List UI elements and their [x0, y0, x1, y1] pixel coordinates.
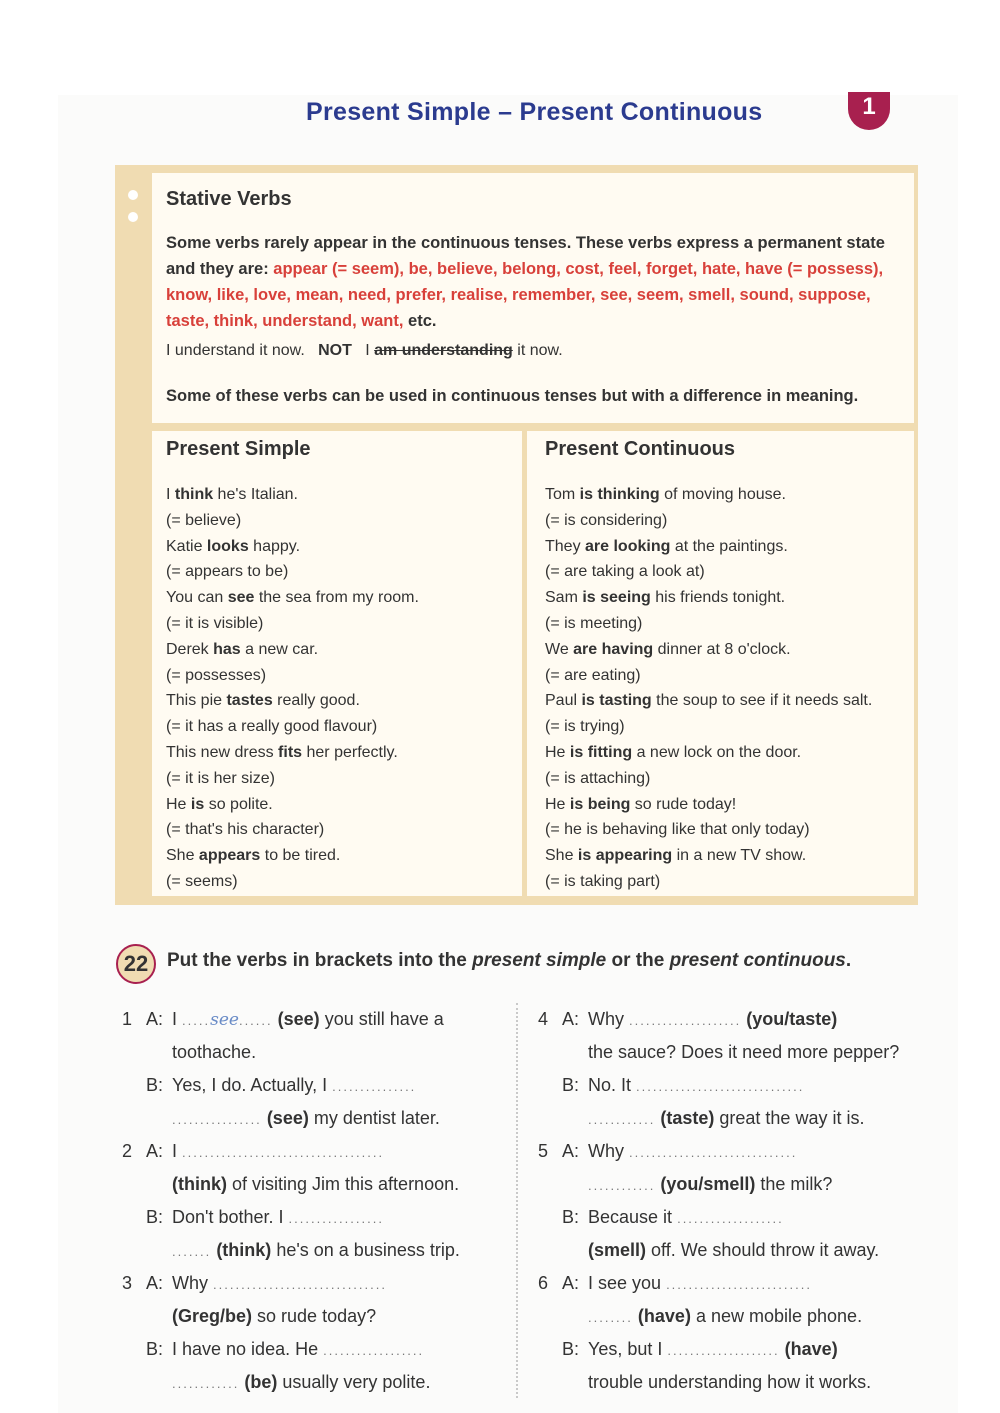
exercise-item-2-line: B: Don't bother. I .................: [146, 1207, 384, 1227]
exercise-number-badge: 22: [116, 944, 156, 984]
exercise-item-2-line: ....... (think) he's on a business trip.: [172, 1240, 460, 1260]
example-line: (= is trying): [545, 718, 625, 736]
exercise-item-6-line: 6 A: I see you ..........................: [538, 1273, 812, 1293]
exercise-item-1-line: 1 A: I .....see...... (see) you still have a: [122, 1009, 444, 1030]
stative-example: [166, 342, 563, 360]
difference-note: Some of these verbs can be used in continuous tenses but with a difference in meaning.: [166, 387, 859, 405]
example-line: Derek has a new car.: [166, 640, 319, 658]
example-correct: I understand it now.: [166, 342, 305, 359]
exercise-item-3-line: B: I have no idea. He ..................: [146, 1339, 425, 1359]
example-line: (= are taking a look at): [545, 563, 705, 581]
example-wrong-verb: am understanding: [374, 342, 513, 359]
exercise-instruction: Put the verbs in brackets into the present simple or the present continuous.: [167, 950, 852, 971]
example-line: They are looking at the paintings.: [545, 537, 788, 555]
present-simple-examples: [166, 482, 419, 895]
exercise-item-6-line: ........ (have) a new mobile phone.: [588, 1306, 863, 1326]
example-line: (= it has a really good flavour): [166, 718, 378, 736]
example-wrong-suffix: it now.: [517, 342, 563, 359]
example-line: (= is taking part): [545, 872, 661, 890]
exercise-item-5-line: (smell) off. We should throw it away.: [588, 1240, 880, 1260]
example-line: (= is considering): [545, 511, 668, 529]
answer-blank[interactable]: ...............: [332, 1079, 417, 1094]
example-line: (= is attaching): [545, 769, 651, 787]
answer-blank[interactable]: ..............................: [629, 1145, 798, 1160]
example-line: Paul is tasting the soup to see if it needs salt.: [545, 692, 873, 710]
example-wrong-prefix: I: [365, 342, 370, 359]
exercise-item-4-line: 4 A: Why .................... (you/taste): [538, 1009, 838, 1029]
stative-etc: etc.: [408, 312, 437, 330]
exercise-right-column: [538, 1003, 913, 1399]
answer-blank[interactable]: ...............................: [213, 1277, 387, 1292]
exercise-item-1-line: B: Yes, I do. Actually, I ...............: [146, 1075, 417, 1095]
example-line: We are having dinner at 8 o'clock.: [545, 640, 791, 658]
exercise-item-2-line: (think) of visiting Jim this afternoon.: [172, 1174, 460, 1194]
answer-blank[interactable]: ............: [172, 1376, 240, 1391]
example-line: She is appearing in a new TV show.: [545, 847, 807, 865]
answer-blank[interactable]: ....................: [667, 1343, 780, 1358]
exercise-item-5-line: 5 A: Why ..............................: [538, 1141, 798, 1161]
exercise-item-5-line: ............ (you/smell) the milk?: [588, 1174, 833, 1194]
example-line: She appears to be tired.: [166, 847, 341, 865]
exercise-item-5-line: B: Because it ...................: [562, 1207, 784, 1227]
exercise-item-3-line: 3 A: Why ...............................: [122, 1273, 387, 1293]
exercise-item-3-line: ............ (be) usually very polite.: [172, 1372, 431, 1392]
bullet-dot-icon: [128, 212, 138, 222]
example-line: He is fitting a new lock on the door.: [545, 743, 802, 761]
answer-blank[interactable]: ............: [588, 1112, 656, 1127]
answer-blank[interactable]: ..............................: [636, 1079, 805, 1094]
column-divider: [516, 1003, 518, 1398]
present-continuous-examples: [545, 482, 872, 895]
answer-blank[interactable]: ...................: [677, 1211, 784, 1226]
answer-blank[interactable]: .................: [288, 1211, 384, 1226]
answer-blank[interactable]: ................: [172, 1112, 262, 1127]
exercise-item-6-line: trouble understanding how it works.: [588, 1372, 872, 1392]
example-line: (= he is behaving like that only today): [545, 821, 810, 839]
exercise-left-column: [122, 1003, 497, 1399]
example-line: He is being so rude today!: [545, 795, 737, 813]
answer-blank[interactable]: ..........................: [666, 1277, 812, 1292]
exercise-item-1-line: ................ (see) my dentist later.: [172, 1108, 440, 1128]
example-line: (= appears to be): [166, 563, 289, 581]
example-line: (= it is visible): [166, 614, 264, 632]
example-line: (= are eating): [545, 666, 641, 684]
example-line: Katie looks happy.: [166, 537, 301, 555]
example-line: He is so polite.: [166, 795, 273, 813]
example-answer: see: [210, 1010, 239, 1030]
unit-number-badge: 1: [848, 92, 890, 130]
page-title: Present Simple – Present Continuous: [306, 98, 763, 126]
exercise-item-3-line: (Greg/be) so rude today?: [172, 1306, 377, 1326]
answer-blank[interactable]: .......: [172, 1244, 212, 1259]
stative-intro: Some verbs rarely appear in the continuous tenses. These verbs express a permanent state and they are:: [166, 234, 885, 278]
example-line: I think he's Italian.: [166, 486, 298, 503]
present-continuous-heading: Present Continuous: [545, 438, 736, 460]
example-line: Sam is seeing his friends tonight.: [545, 589, 786, 607]
exercise-item-6-line: B: Yes, but I .................... (have): [562, 1339, 838, 1359]
answer-blank[interactable]: ....................: [629, 1013, 742, 1028]
example-line: (= seems): [166, 872, 238, 890]
exercise-item-4-line: the sauce? Does it need more pepper?: [588, 1042, 900, 1062]
example-line: This pie tastes really good.: [166, 692, 360, 710]
example-line: You can see the sea from my room.: [166, 589, 419, 607]
exercise-item-2-line: 2 A: I ....................................: [122, 1141, 385, 1161]
answer-blank[interactable]: ........: [588, 1310, 633, 1325]
example-line: (= is meeting): [545, 614, 643, 632]
stative-verb-list: appear (= seem), be, believe, belong, cost, feel, forget, hate, have (= possess), know, like, love, mean, need, prefer, realise, remember, see, seem, smell, sound, suppose, taste, think, understand, want,: [166, 260, 884, 330]
example-line: (= that's his character): [166, 821, 325, 839]
stative-verbs-heading: Stative Verbs: [166, 188, 292, 210]
exercise-item-4-line: B: No. It ..............................: [562, 1075, 805, 1095]
example-not: NOT: [318, 342, 352, 359]
answer-blank[interactable]: ............: [588, 1178, 656, 1193]
exercise-item-4-line: ............ (taste) great the way it is.: [588, 1108, 865, 1128]
present-simple-heading: Present Simple: [166, 438, 311, 460]
example-line: Tom is thinking of moving house.: [545, 486, 786, 503]
example-line: This new dress fits her perfectly.: [166, 743, 398, 761]
answer-blank[interactable]: ....................................: [182, 1145, 385, 1160]
stative-verbs-paragraph: [166, 230, 906, 334]
example-line: (= believe): [166, 511, 242, 529]
example-line: (= it is her size): [166, 769, 275, 787]
bullet-dot-icon: [128, 190, 138, 200]
answer-blank[interactable]: ..................: [323, 1343, 425, 1358]
exercise-item-1-line: toothache.: [172, 1042, 257, 1062]
example-line: (= possesses): [166, 666, 267, 684]
